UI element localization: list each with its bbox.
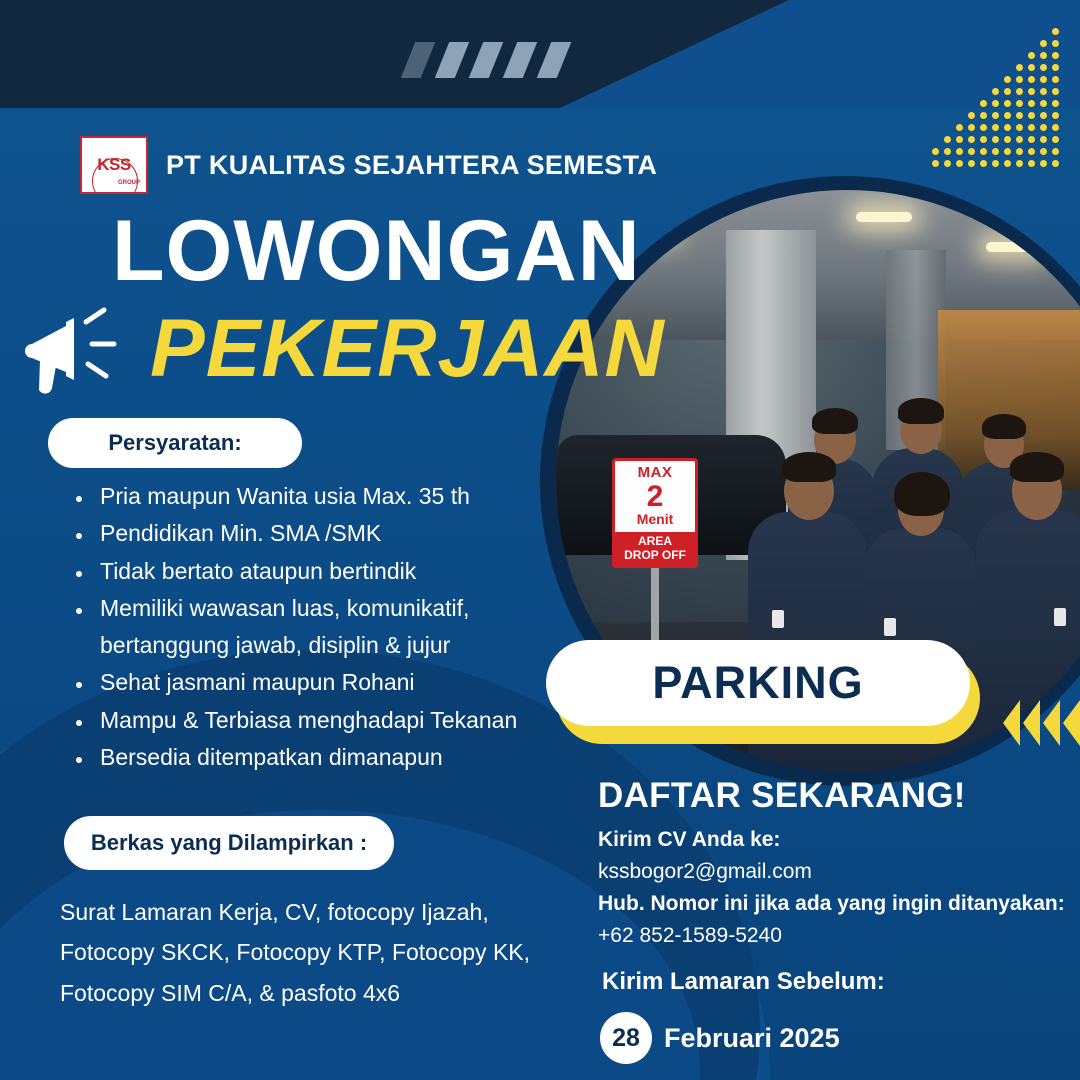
sign-line-4: AREA DROP OFF [615, 532, 695, 566]
list-item: • Mampu & Terbiasa menghadapi Tekanan [94, 702, 566, 739]
sign-line-2: 2 [646, 479, 664, 513]
deadline-month-year: Februari 2025 [664, 1022, 840, 1053]
deadline-day-badge: 28 [600, 1012, 652, 1064]
phone-value[interactable]: +62 852-1589-5240 [598, 924, 782, 947]
headline-line-2: PEKERJAAN [150, 303, 665, 394]
parking-banner [546, 640, 970, 726]
email-value[interactable]: kssbogor2@gmail.com [598, 860, 812, 883]
max-2-menit-sign [612, 458, 698, 568]
deadline-label: Kirim Lamaran Sebelum: [602, 968, 885, 995]
dot-grid-decoration [932, 28, 1062, 168]
requirements-title: Persyaratan: [108, 430, 242, 455]
parking-label: PARKING [652, 657, 864, 708]
phone-label: Hub. Nomor ini jika ada yang ingin ditanyakan: [598, 892, 1065, 915]
megaphone-icon [14, 292, 134, 402]
list-item: • Pendidikan Min. SMA /SMK [94, 515, 566, 552]
headline-line-1: LOWONGAN [112, 203, 641, 299]
documents-text: Surat Lamaran Kerja, CV, fotocopy Ijazah, Fotocopy SKCK, Fotocopy KTP, Fotocopy KK, Fotocopy SIM C/A, & pasfoto 4x6 [60, 899, 531, 1006]
yellow-chevrons-icon [996, 700, 1080, 746]
chevron-stripes-icon [408, 42, 608, 78]
company-name: PT KUALITAS SEJAHTERA SEMESTA [166, 149, 658, 180]
list-item: • Sehat jasmani maupun Rohani [94, 664, 566, 701]
documents-title: Berkas yang Dilampirkan : [90, 830, 368, 855]
list-item: • Bersedia ditempatkan dimanapun [94, 739, 566, 776]
list-item: • Pria maupun Wanita usia Max. 35 th [94, 478, 566, 515]
deadline-row [600, 1012, 840, 1064]
brand-header [80, 136, 657, 194]
sign-line-1: MAX [637, 464, 673, 481]
requirements-list [66, 478, 566, 776]
documents-title-pill [64, 816, 394, 870]
cta-heading: DAFTAR SEKARANG! [598, 776, 966, 815]
sign-line-3: Menit [636, 511, 674, 528]
company-logo [80, 136, 148, 194]
list-item: • Memiliki wawasan luas, komunikatif, bertanggung jawab, disiplin & jujur [94, 590, 566, 665]
logo-text: KSS [97, 155, 131, 174]
list-item: • Tidak bertato ataupun bertindik [94, 553, 566, 590]
requirements-title-pill [48, 418, 302, 468]
logo-subtext: GROUP [117, 180, 140, 186]
email-label: Kirim CV Anda ke: [598, 828, 781, 851]
